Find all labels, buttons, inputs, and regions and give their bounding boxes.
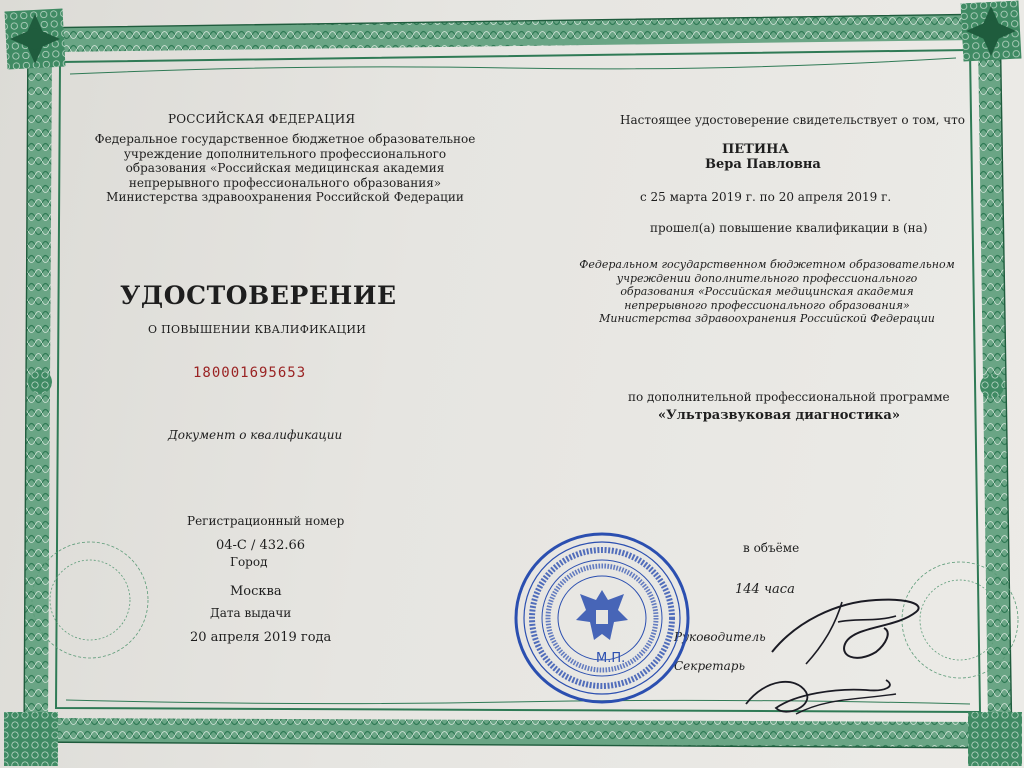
corner-rosette-bottom-right bbox=[968, 712, 1022, 766]
training-period: с 25 марта 2019 г. по 20 апреля 2019 г. bbox=[640, 190, 892, 204]
qualification-statement: прошел(а) повышение квалификации в (на) bbox=[650, 221, 928, 235]
corner-rosette-top-right bbox=[961, 1, 1022, 62]
institution-name: Федеральном государственном бюджетном образовательном учреждении дополнительного профессионального образования «Российская медицинская академия непрерывного профессионального образования» Министерства здравоохранения Российской Федерации bbox=[579, 258, 955, 325]
document-number: 180001695653 bbox=[193, 365, 307, 381]
seal-mark: М.П. bbox=[596, 651, 626, 666]
head-signature bbox=[766, 582, 936, 682]
document-type: Документ о квалификации bbox=[168, 428, 343, 442]
guilloche-rosette-left bbox=[32, 542, 148, 658]
document-title: УДОСТОВЕРЕНИЕ bbox=[120, 281, 397, 310]
country-heading: РОССИЙСКАЯ ФЕДЕРАЦИЯ bbox=[168, 112, 356, 126]
registration-number-label: Регистрационный номер bbox=[187, 514, 345, 528]
secretary-signature bbox=[736, 668, 906, 728]
program-label: по дополнительной профессиональной программе bbox=[628, 390, 950, 404]
holder-name: Вера Павловна bbox=[705, 157, 821, 172]
document-subtitle: О ПОВЫШЕНИИ КВАЛИФИКАЦИИ bbox=[148, 323, 367, 336]
program-name: «Ультразвуковая диагностика» bbox=[658, 408, 900, 423]
corner-rosette-top-left bbox=[5, 9, 66, 70]
city-value: Москва bbox=[230, 584, 282, 599]
issue-date-label: Дата выдачи bbox=[210, 606, 292, 620]
corner-rosette-bottom-left bbox=[4, 712, 58, 766]
secretary-signature-label: Секретарь bbox=[674, 659, 745, 673]
organization-name: Федеральное государственное бюджетное образовательное учреждение дополнительного профессионального образования «Российская медицинская академия непрерывного профессионального образования» Министерства здравоохранения Российской Федерации bbox=[94, 132, 476, 204]
side-ornament-left bbox=[28, 370, 52, 394]
official-seal bbox=[512, 530, 692, 706]
registration-number: 04-С / 432.66 bbox=[216, 538, 306, 553]
volume-label: в объёме bbox=[743, 541, 800, 555]
volume-hours: 144 часа bbox=[735, 582, 795, 597]
certification-intro: Настоящее удостоверение свидетельствует о том, что bbox=[620, 113, 966, 127]
head-signature-label: Руководитель bbox=[674, 630, 766, 644]
coat-of-arms-icon bbox=[576, 590, 628, 640]
holder-surname: ПЕТИНА bbox=[722, 142, 790, 157]
side-ornament-right bbox=[980, 374, 1004, 398]
city-label: Город bbox=[230, 555, 268, 569]
issue-date: 20 апреля 2019 года bbox=[190, 630, 332, 645]
